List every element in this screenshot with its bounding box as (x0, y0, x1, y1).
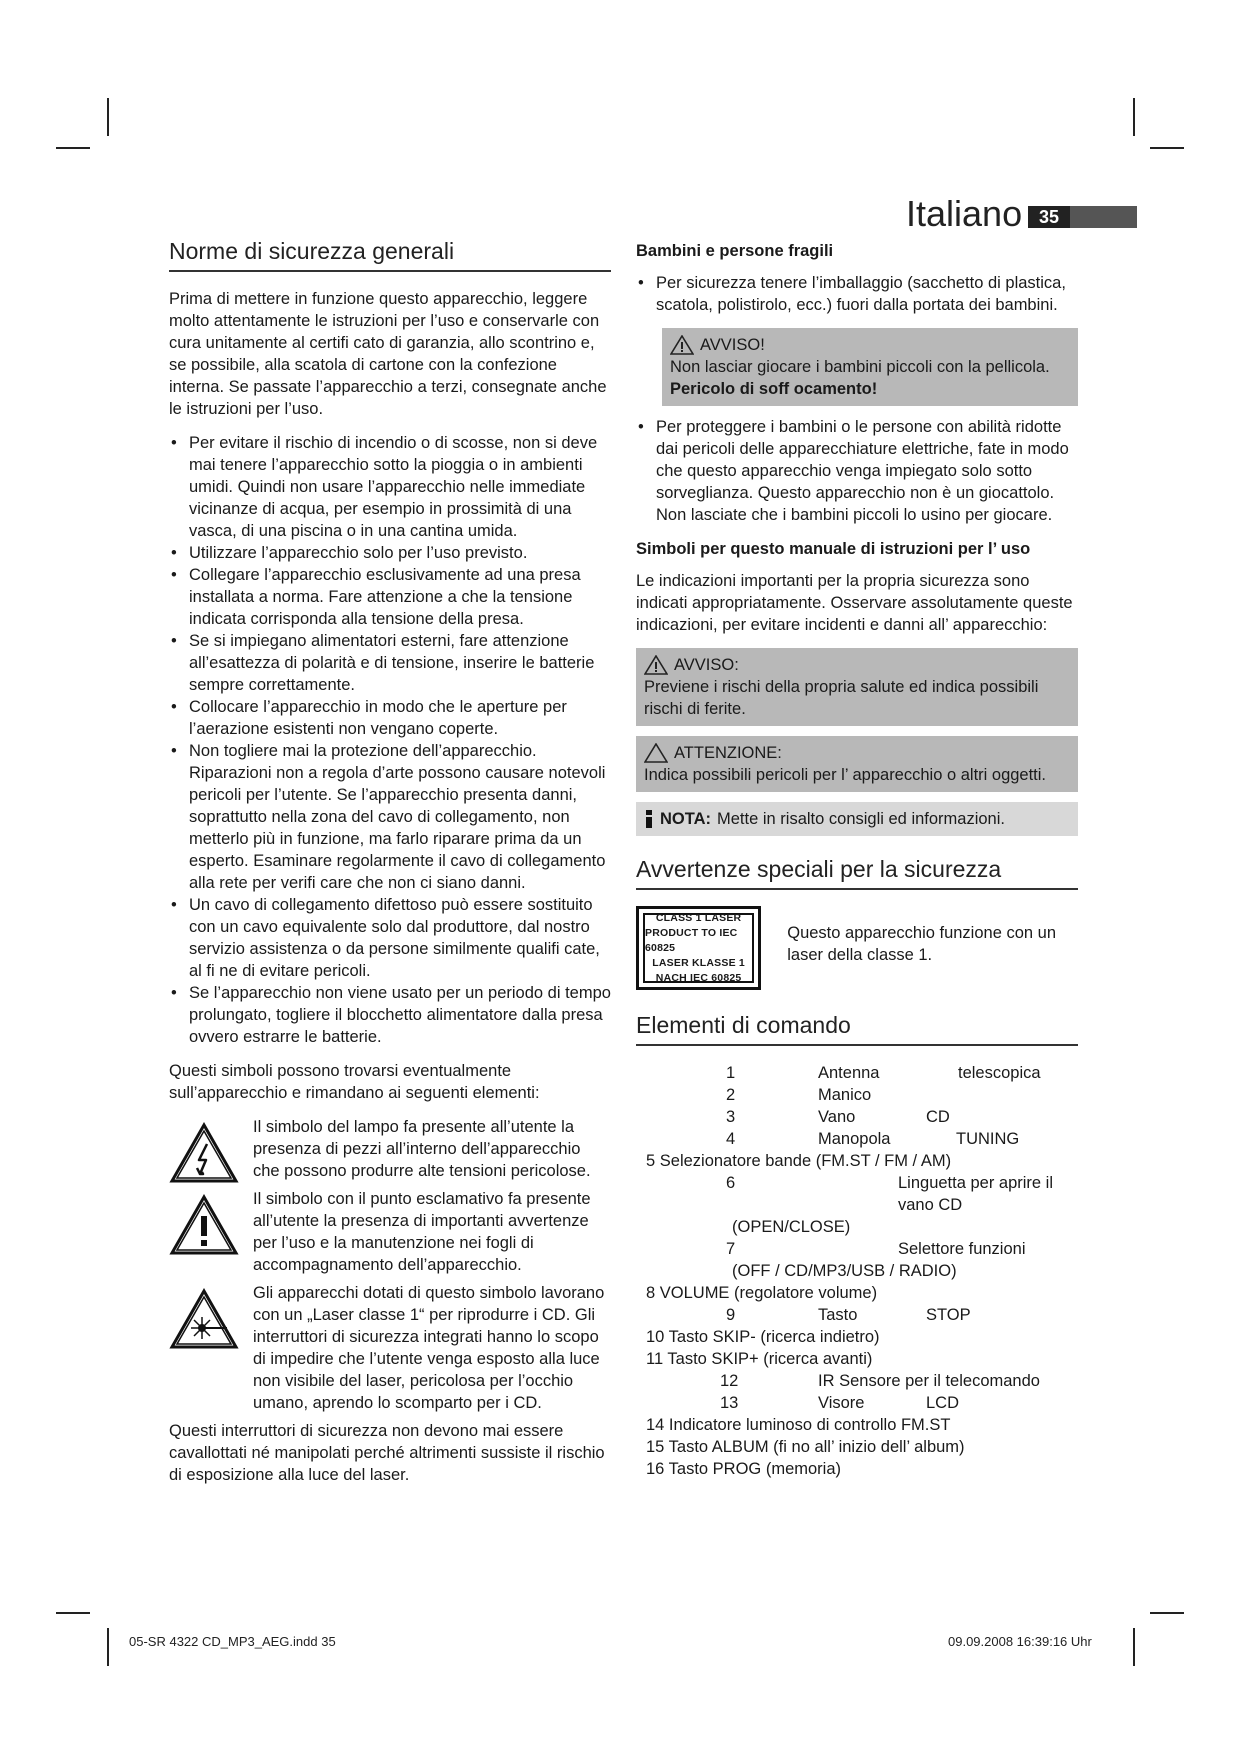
crop-mark (1150, 1612, 1184, 1614)
section-title-controls: Elementi di comando (636, 1010, 1078, 1046)
safety-bullet-list (169, 432, 611, 1048)
table-row: 13 Visore LCD (720, 1394, 960, 1412)
list-item: • Se l’apparecchio non viene usato per un periodo di tempo prolungato, togliere il blocchetto alimentatore dalla presa ovvero estrarre le batterie. (171, 984, 611, 1046)
crop-mark (107, 1628, 109, 1666)
symbols-intro: Questi simboli possono trovarsi eventualmente sull’apparecchio e rimandano ai seguenti elementi: (169, 1062, 540, 1102)
nota-label: NOTA: (660, 810, 712, 828)
laser-label-line: LASER KLASSE 1 (652, 956, 745, 969)
laser-text: Questo apparecchio funzione con un laser della classe 1. (787, 924, 1057, 964)
warning-box-title: AVVISO! (670, 334, 1070, 356)
symbol-row-lightning (169, 1116, 611, 1182)
table-row: 8 VOLUME (regolatore volume) (646, 1284, 878, 1302)
warning-triangle-icon (670, 335, 694, 355)
section-title-general-safety: Norme di sicurezza generali (169, 236, 611, 272)
laser-class-label (636, 906, 761, 990)
list-item: • Collegare l’apparecchio esclusivamente ad una presa installata a norma. Fare attenzione a che la tensione indicata corrisponda alla tensione della presa. (171, 566, 581, 628)
page-number: 35 (1028, 206, 1070, 228)
table-row: 4 Manopola TUNING (726, 1130, 1020, 1148)
avviso-title: AVVISO: (644, 654, 1070, 676)
symbol-text-laser: Gli apparecchi dotati di questo simbolo lavorano con un „Laser classe 1“ per riprodurre i CD. Gli interruttori di sicurezza integrati hanno lo scopo di impedire che l’utente venga esposto alla luce non visibile del laser, pericolosa per l’occhio umano, aprendo lo scomparto per i CD. (253, 1284, 605, 1412)
table-row: 7 Selettore funzioni (726, 1240, 1026, 1258)
info-icon (644, 809, 654, 829)
table-row: 9 Tasto STOP (726, 1306, 971, 1324)
table-row: 5 Selezionatore bande (FM.ST / FM / AM) (646, 1152, 952, 1170)
crop-mark (1133, 98, 1135, 136)
footer-date: 09.09.2008 16:39:16 Uhr (948, 1634, 1092, 1649)
closing-paragraph: Questi interruttori di sicurezza non devono mai essere cavallottati né manipolati perché altrimenti sussiste il rischio di esposizione alla luce del laser. (169, 1422, 605, 1484)
list-item: • Collocare l’apparecchio in modo che le aperture per l’aerazione esistenti non vengano coperte. (171, 698, 567, 738)
attenzione-title: ATTENZIONE: (644, 742, 1070, 764)
children-title: Bambini e persone fragili (636, 242, 834, 260)
table-row: 10 Tasto SKIP- (ricerca indietro) (646, 1328, 880, 1346)
intro-paragraph: Prima di mettere in funzione questo apparecchio, leggere molto attentamente le istruzioni per l’uso e conservarle con cura unitamente al certifi cato di garanzia, allo scontrino e, se possibile, alla scatola di cartone con la confezione interna. Se passate l’apparecchio a terzi, consegnate anche le istruzioni per l’uso. (169, 290, 607, 418)
warning-bold-text: Pericolo di soff ocamento! (670, 380, 878, 398)
attenzione-box (636, 736, 1078, 792)
list-item: • Per proteggere i bambini o le persone con abilità ridotte dai pericoli delle apparecchiature elettriche, fate in modo che questo apparecchio venga impiegato solo sotto sorveglianza. Questo apparecchio non è un giocattolo. Non lasciate che i bambini piccoli lo usino per giocare. (638, 418, 1069, 524)
header-bar (1070, 206, 1137, 228)
nota-text: Mette in risalto consigli ed informazioni. (717, 810, 1005, 828)
symbol-text-exclamation: Il simbolo con il punto esclamativo fa presente all’utente la presenza di importanti avvertenze per l’uso e la manutenzione nei fogli di accompagnamento dell’apparecchio. (253, 1190, 591, 1274)
crop-mark (1133, 1628, 1135, 1666)
symbols-manual-intro: Le indicazioni importanti per la propria sicurezza sono indicati appropriatamente. Osservare assolutamente queste indicazioni, per evitare incidenti e danni all’ apparecchio: (636, 572, 1073, 634)
laser-warning-icon (169, 1288, 239, 1350)
controls-table (636, 1062, 1078, 1480)
laser-label-line: CLASS 1 LASER (655, 911, 742, 924)
left-column (169, 236, 611, 1498)
laser-row (636, 906, 1078, 990)
nota-box (636, 802, 1078, 836)
warning-triangle-icon (644, 655, 668, 675)
avviso-text: Previene i rischi della propria salute ed indica possibili rischi di ferite. (644, 678, 1039, 718)
language-title: Italiano (906, 193, 1023, 234)
symbol-text-lightning: Il simbolo del lampo fa presente all’utente la presenza di pezzi all’interno dell’apparecchio che possono produrre alte tensioni pericolose. (253, 1118, 591, 1180)
table-row: 11 Tasto SKIP+ (ricerca avanti) (646, 1350, 873, 1368)
table-row: 6 Linguetta per aprire il vano CD (726, 1174, 1054, 1214)
table-row: 14 Indicatore luminoso di controllo FM.ST (646, 1416, 951, 1434)
caution-triangle-icon (644, 743, 668, 763)
list-item: • Non togliere mai la protezione dell’apparecchio. Riparazioni non a regola d’arte possono causare notevoli pericoli per l’utente. Se l’apparecchio presenta danni, soprattutto nella zona del cavo di collegamento, non metterlo più in funzione, ma farlo riparare prima da un esperto. Esaminare regolarmente il cavo di collegamento alla rete per verifi care che non ci siano danni. (171, 742, 606, 892)
list-item: • Utilizzare l’apparecchio solo per l’uso previsto. (171, 544, 528, 562)
table-row: 1 Antenna telescopica (726, 1064, 1041, 1082)
attenzione-text: Indica possibili pericoli per l’ apparecchio o altri oggetti. (644, 766, 1047, 784)
table-row: 3 Vano CD (726, 1108, 950, 1126)
children-bullets-2 (636, 416, 1078, 526)
laser-label-line: NACH IEC 60825 (655, 971, 742, 984)
table-row: 2 Manico (726, 1086, 872, 1104)
exclamation-warning-icon (169, 1194, 239, 1256)
crop-mark (107, 98, 109, 136)
symbol-row-exclamation (169, 1188, 611, 1276)
warning-box-film (662, 328, 1078, 406)
table-row: 15 Tasto ALBUM (fi no all’ inizio dell’ album) (646, 1438, 965, 1456)
warning-box-text: Non lasciar giocare i bambini piccoli con la pellicola. Pericolo di soff ocamento! (670, 358, 1050, 398)
crop-mark (1150, 147, 1184, 149)
list-item: • Se si impiegano alimentatori esterni, fare attenzione all’esattezza di polarità e di tensione, inserire le batterie sempre correttamente. (171, 632, 595, 694)
list-item: • Per sicurezza tenere l’imballaggio (sacchetto di plastica, scatola, polistirolo, ecc.) fuori dalla portata dei bambini. (638, 274, 1066, 314)
symbols-manual-title: Simboli per questo manuale di istruzioni per l’ uso (636, 540, 1031, 558)
list-item: • Un cavo di collegamento difettoso può essere sostituito con un cavo equivalente solo dal produttore, dal nostro servizio assistenza o da persone similmente qualifi cate, al fi ne di evitare pericoli. (171, 896, 600, 980)
crop-mark (56, 147, 90, 149)
table-row: 12 IR Sensore per il telecomando (720, 1372, 1040, 1390)
table-row: 16 Tasto PROG (memoria) (646, 1460, 842, 1478)
crop-mark (56, 1612, 90, 1614)
avviso-box (636, 648, 1078, 726)
laser-label-line: PRODUCT TO IEC 60825 (645, 926, 738, 954)
table-row: (OPEN/CLOSE) (732, 1218, 851, 1236)
right-column (636, 240, 1078, 1480)
section-title-special-safety: Avvertenze speciali per la sicurezza (636, 854, 1078, 890)
children-bullets (636, 272, 1078, 316)
list-item: • Per evitare il rischio di incendio o di scosse, non si deve mai tenere l’apparecchio sotto la pioggia o in ambienti umidi. Quindi non usare l’apparecchio nelle immediate vicinanze di acqua, per esempio in prossimità di una vasca, di una piscina o in una cantina umida. (171, 434, 598, 540)
lightning-warning-icon (169, 1122, 239, 1184)
footer-file: 05-SR 4322 CD_MP3_AEG.indd 35 (129, 1634, 336, 1649)
language-header (900, 192, 1143, 236)
table-row: (OFF / CD/MP3/USB / RADIO) (732, 1262, 957, 1280)
symbol-row-laser (169, 1282, 611, 1414)
